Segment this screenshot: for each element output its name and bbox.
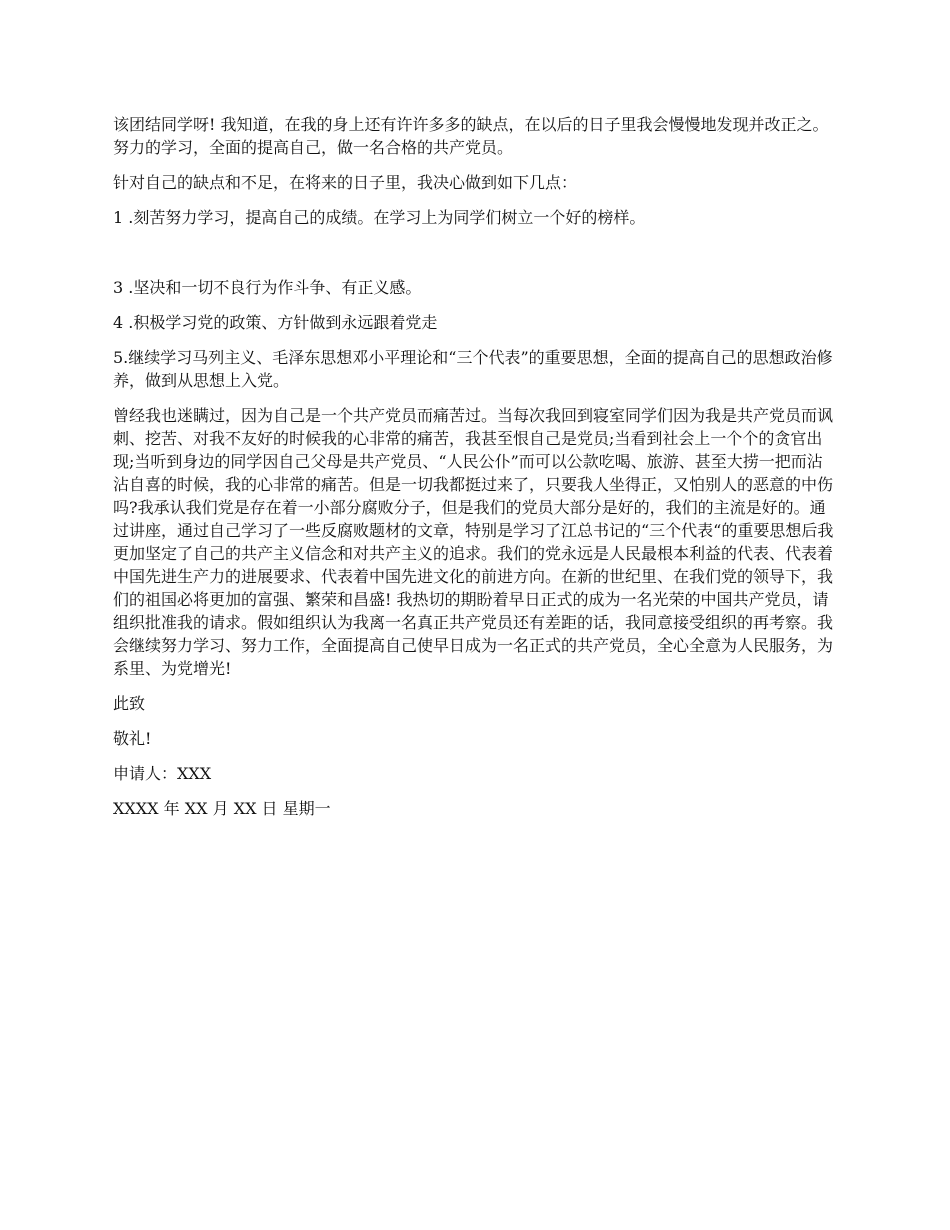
paragraph-intro: 该团结同学呀! 我知道，在我的身上还有许许多多的缺点，在以后的日子里我会慢慢地发现并改正之。努力的学习，全面的提高自己，做一名合格的共产党员。 — [113, 115, 829, 157]
document-body — [113, 113, 838, 832]
paragraph-reflection: 曾经我也迷瞒过，因为自己是一个共产党员而痛苦过。当每次我回到寝室同学们因为我是共产党员而讽刺、挖苦、对我不友好的时候我的心非常的痛苦，我甚至恨自己是党员;当看到社会上一个个的贪官出现;当听到身边的同学因自己父母是共产党员、“人民公仆”而可以公款吃喝、旅游、甚至大捞一把而沾沾自喜的时候，我的心非常的痛苦。但是一切我都挺过来了，只要我人坐得正，又怕别人的恶意的中伤吗?我承认我们党是存在着一小部分腐败分子，但是我们的党员大部分是好的，我们的主流是好的。通过讲座，通过自己学习了一些反腐败题材的文章，特别是学习了江总书记的“三个代表“的重要思想后我更加坚定了自己的共产主义信念和对共产主义的追求。我们的党永远是人民最根本利益的代表、代表着中国先进生产力的进展要求、代表着中国先进文化的前进方向。在新的世纪里、在我们党的领导下，我们的祖国必将更加的富强、繁荣和昌盛! 我热切的期盼着早日正式的成为一名光荣的中国共产党员，请组织批准我的请求。假如组织认为我离一名真正共产党员还有差距的话，我同意接受组织的再考察。我会继续努力学习、努力工作，全面提高自己使早日成为一名正式的共产党员，全心全意为人民服务，为系里、为党增光! — [113, 406, 834, 678]
list-item-1: 1 .刻苦努力学习，提高自己的成绩。在学习上为同学们树立一个好的榜样。 — [113, 208, 646, 227]
list-item-3: 3 .坚决和一切不良行为作斗争、有正义感。 — [113, 278, 422, 297]
paragraph-resolution-lead: 针对自己的缺点和不足，在将来的日子里，我决心做到如下几点： — [113, 173, 578, 192]
list-item-4: 4 .积极学习党的政策、方针做到永远跟着党走 — [113, 313, 438, 332]
closing-respect: 敬礼! — [113, 729, 152, 748]
closing-salutation: 此致 — [113, 694, 146, 713]
document-date: XXXX 年 XX 月 XX 日 星期一 — [113, 799, 331, 818]
list-item-5: 5.继续学习马列主义、毛泽东思想邓小平理论和“三个代表”的重要思想，全面的提高自己的思想政治修养，做到从思想上入党。 — [113, 348, 833, 390]
applicant-signature: 申请人：XXX — [113, 764, 212, 783]
